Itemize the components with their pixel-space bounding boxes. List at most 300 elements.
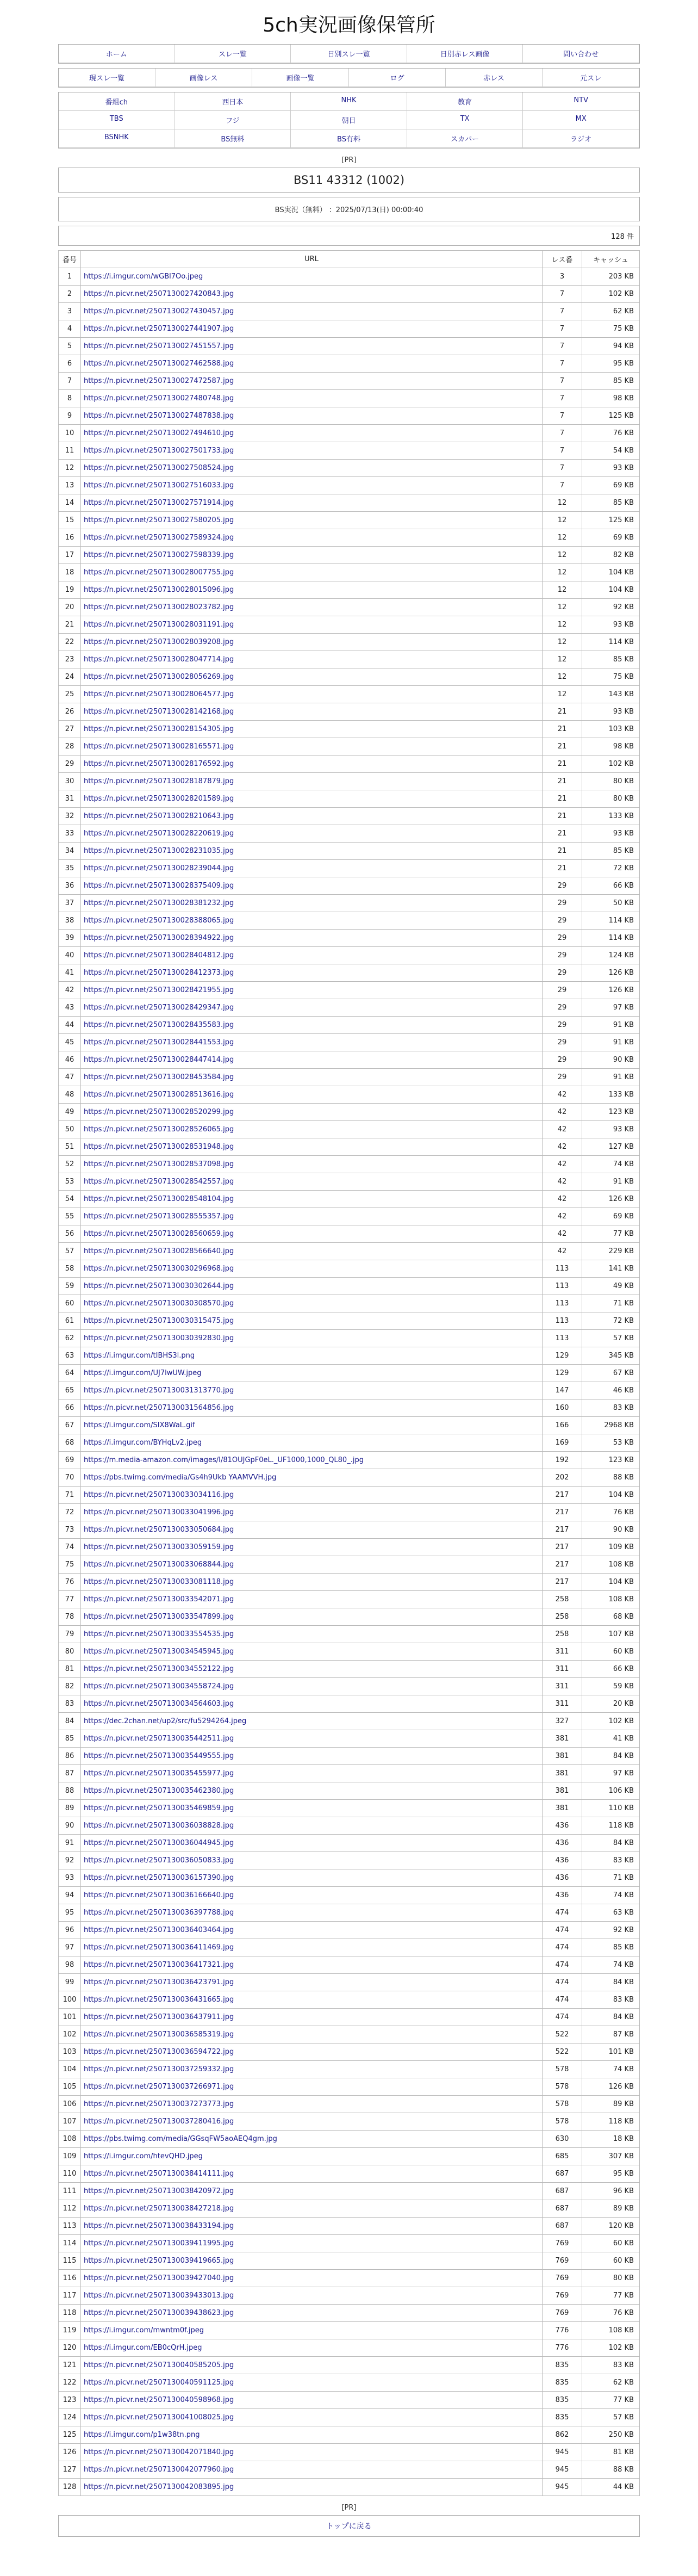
image-url-link[interactable]: https://n.picvr.net/2507130042071840.jpg [84, 2448, 234, 2456]
main-nav-item[interactable]: スレ一覧 [175, 45, 291, 63]
cache-size: 92 KB [582, 1922, 640, 1939]
image-url-link[interactable]: https://n.picvr.net/2507130041008025.jpg [84, 2413, 234, 2422]
image-url-link[interactable]: https://pbs.twimg.com/media/Gs4h9Ukb YAAMVVH.jpg [84, 1473, 277, 1482]
row-number: 42 [59, 982, 81, 999]
image-url-link[interactable]: https://n.picvr.net/2507130031564856.jpg [84, 1404, 234, 1412]
image-url-link[interactable]: https://n.picvr.net/2507130038427218.jpg [84, 2205, 234, 2213]
image-url-link[interactable]: https://n.picvr.net/2507130028142168.jpg [84, 708, 234, 716]
res-number: 436 [543, 1835, 582, 1852]
res-number: 7 [543, 303, 582, 320]
channel-nav-item[interactable]: BSNHK [59, 129, 175, 148]
cache-size: 307 KB [582, 2148, 640, 2165]
image-url-link[interactable]: https://n.picvr.net/2507130040591125.jpg [84, 2379, 234, 2387]
image-url-link[interactable]: https://n.picvr.net/2507130028526065.jpg [84, 1125, 234, 1134]
channel-nav-item[interactable]: 教育 [407, 92, 524, 111]
res-number: 29 [543, 1034, 582, 1051]
image-url-link[interactable]: https://n.picvr.net/2507130027420843.jpg [84, 290, 234, 298]
cache-size: 66 KB [582, 877, 640, 895]
url-cell [81, 564, 543, 581]
channel-nav-item[interactable]: ラジオ [523, 129, 639, 148]
cache-size: 88 KB [582, 1469, 640, 1487]
channel-nav-item[interactable]: TX [407, 111, 524, 129]
cache-size: 106 KB [582, 1782, 640, 1800]
image-url-link[interactable]: https://n.picvr.net/2507130028375409.jpg [84, 882, 234, 890]
image-url-link[interactable]: https://n.picvr.net/2507130028388065.jpg [84, 917, 234, 925]
image-url-link[interactable]: https://n.picvr.net/2507130038433194.jpg [84, 2222, 234, 2230]
image-url-link[interactable]: https://n.picvr.net/2507130034552122.jpg [84, 1665, 234, 1673]
image-url-link[interactable]: https://n.picvr.net/2507130028542557.jpg [84, 1178, 234, 1186]
table-row [59, 1191, 640, 1208]
image-url-link[interactable]: https://n.picvr.net/2507130030315475.jpg [84, 1317, 234, 1325]
channel-nav-item[interactable]: 番組ch [59, 92, 175, 111]
cache-size: 103 KB [582, 721, 640, 738]
image-url-link[interactable]: https://n.picvr.net/2507130037273773.jpg [84, 2100, 234, 2108]
image-url-link[interactable]: https://n.picvr.net/2507130028239044.jpg [84, 864, 234, 872]
back-to-top-link[interactable]: トップに戻る [326, 2522, 372, 2531]
row-number: 37 [59, 895, 81, 912]
image-url-link[interactable]: https://n.picvr.net/2507130028447414.jpg [84, 1056, 234, 1064]
table-row [59, 1887, 640, 1904]
image-url-link[interactable]: https://n.picvr.net/2507130030296968.jpg [84, 1265, 234, 1273]
row-number: 122 [59, 2374, 81, 2392]
res-number: 202 [543, 1469, 582, 1487]
sub-nav-item[interactable]: 画像レス [155, 69, 252, 87]
table-row [59, 1956, 640, 1974]
url-cell [81, 1017, 543, 1034]
channel-nav-item[interactable]: NHK [291, 92, 407, 111]
url-cell [81, 2096, 543, 2113]
res-number: 381 [543, 1765, 582, 1782]
image-url-link[interactable]: https://n.picvr.net/2507130028520299.jpg [84, 1108, 234, 1116]
cache-size: 80 KB [582, 790, 640, 808]
image-url-link[interactable]: https://n.picvr.net/2507130028429347.jpg [84, 1004, 234, 1012]
image-url-link[interactable]: https://n.picvr.net/2507130027598339.jpg [84, 551, 234, 559]
res-number: 7 [543, 477, 582, 494]
sub-nav-item[interactable]: ログ [349, 69, 446, 87]
row-number: 82 [59, 1678, 81, 1695]
row-number: 125 [59, 2426, 81, 2444]
channel-nav-item[interactable]: BS無料 [175, 129, 291, 148]
image-url-link[interactable]: https://n.picvr.net/2507130028453584.jpg [84, 1073, 234, 1081]
cache-size: 133 KB [582, 808, 640, 825]
cache-size: 250 KB [582, 2426, 640, 2444]
image-url-link[interactable]: https://m.media-amazon.com/images/I/81OUJGpF0eL._UF1000,1000_QL80_.jpg [84, 1456, 364, 1464]
image-url-link[interactable]: https://n.picvr.net/2507130036397788.jpg [84, 1909, 234, 1917]
image-url-link[interactable]: https://n.picvr.net/2507130028201589.jpg [84, 795, 234, 803]
image-url-link[interactable]: https://pbs.twimg.com/media/GGsqFW5aoAEQ4gm.jpg [84, 2135, 277, 2143]
res-number: 42 [543, 1243, 582, 1260]
row-number: 51 [59, 1138, 81, 1156]
cache-size: 108 KB [582, 1591, 640, 1608]
row-number: 25 [59, 686, 81, 703]
image-url-link[interactable]: https://n.picvr.net/2507130037259332.jpg [84, 2065, 234, 2073]
channel-nav-item[interactable]: MX [523, 111, 639, 129]
row-number: 116 [59, 2270, 81, 2287]
channel-nav-item[interactable]: スカパー [407, 129, 524, 148]
row-number: 71 [59, 1487, 81, 1504]
image-url-link[interactable]: https://n.picvr.net/2507130035469859.jpg [84, 1804, 234, 1812]
image-url-link[interactable]: https://n.picvr.net/2507130033050684.jpg [84, 1526, 234, 1534]
image-url-link[interactable]: https://n.picvr.net/2507130039427040.jpg [84, 2274, 234, 2282]
image-url-link[interactable]: https://n.picvr.net/2507130028531948.jpg [84, 1143, 234, 1151]
table-row [59, 2148, 640, 2165]
image-url-link[interactable]: https://n.picvr.net/2507130028560659.jpg [84, 1230, 234, 1238]
cache-size: 126 KB [582, 2078, 640, 2096]
table-row [59, 442, 640, 460]
image-url-link[interactable]: https://n.picvr.net/2507130028064577.jpg [84, 690, 234, 698]
url-cell [81, 338, 543, 355]
image-url-link[interactable]: https://n.picvr.net/2507130027516033.jpg [84, 481, 234, 490]
image-url-link[interactable]: https://i.imgur.com/wGBl7Oo.jpeg [84, 273, 203, 281]
image-url-link[interactable]: https://n.picvr.net/2507130028421955.jpg [84, 986, 234, 994]
row-number: 14 [59, 494, 81, 512]
res-number: 311 [543, 1661, 582, 1678]
url-cell [81, 1312, 543, 1330]
thread-datetime: ：2025/07/13(日) 00:00:40 [328, 206, 423, 214]
row-number: 69 [59, 1452, 81, 1469]
table-row [59, 1782, 640, 1800]
res-number: 21 [543, 790, 582, 808]
main-nav-item[interactable]: 日別赤レス画像 [407, 45, 524, 63]
image-url-link[interactable]: https://n.picvr.net/2507130034558724.jpg [84, 1682, 234, 1691]
main-nav-item[interactable]: 日別スレ一覧 [291, 45, 407, 63]
image-url-link[interactable]: https://n.picvr.net/2507130040585205.jpg [84, 2361, 234, 2369]
image-url-link[interactable]: https://n.picvr.net/2507130027571914.jpg [84, 499, 234, 507]
image-url-link[interactable]: https://dec.2chan.net/up2/src/fu5294264.jpeg [84, 1717, 247, 1725]
table-row [59, 1051, 640, 1069]
image-url-link[interactable]: https://n.picvr.net/2507130033547899.jpg [84, 1613, 234, 1621]
channel-nav-item[interactable]: BS有料 [291, 129, 407, 148]
res-number: 12 [543, 599, 582, 616]
row-number: 83 [59, 1695, 81, 1713]
res-number: 436 [543, 1887, 582, 1904]
image-url-link[interactable]: https://n.picvr.net/2507130028555357.jpg [84, 1212, 234, 1221]
row-number: 61 [59, 1312, 81, 1330]
cache-size: 97 KB [582, 999, 640, 1017]
image-url-link[interactable]: https://n.picvr.net/2507130035449555.jpg [84, 1752, 234, 1760]
image-url-link[interactable]: https://n.picvr.net/2507130036585319.jpg [84, 2030, 234, 2039]
url-cell [81, 1574, 543, 1591]
main-nav-item[interactable]: 問い合わせ [523, 45, 639, 63]
image-url-link[interactable]: https://n.picvr.net/2507130039411995.jpg [84, 2239, 234, 2247]
image-url-link[interactable]: https://n.picvr.net/2507130036423791.jpg [84, 1978, 234, 1986]
image-url-link[interactable]: https://n.picvr.net/2507130036411469.jpg [84, 1943, 234, 1952]
image-url-link[interactable]: https://n.picvr.net/2507130033068844.jpg [84, 1561, 234, 1569]
image-url-link[interactable]: https://n.picvr.net/2507130034564603.jpg [84, 1700, 234, 1708]
image-url-link[interactable]: https://n.picvr.net/2507130030392830.jpg [84, 1334, 234, 1342]
image-url-link[interactable]: https://n.picvr.net/2507130028031191.jpg [84, 621, 234, 629]
image-url-link[interactable]: https://n.picvr.net/2507130036417321.jpg [84, 1961, 234, 1969]
table-row [59, 1852, 640, 1869]
image-url-link[interactable]: https://n.picvr.net/2507130034545945.jpg [84, 1648, 234, 1656]
image-url-link[interactable]: https://i.imgur.com/EB0cQrH.jpeg [84, 2344, 202, 2352]
image-url-link[interactable]: https://n.picvr.net/2507130036157390.jpg [84, 1874, 234, 1882]
table-row [59, 634, 640, 651]
image-url-link[interactable]: https://n.picvr.net/2507130033542071.jpg [84, 1595, 234, 1603]
table-row [59, 390, 640, 407]
res-number: 42 [543, 1104, 582, 1121]
url-cell [81, 930, 543, 947]
image-url-link[interactable]: https://n.picvr.net/2507130027451557.jpg [84, 342, 234, 350]
image-url-link[interactable]: https://n.picvr.net/2507130027441907.jpg [84, 325, 234, 333]
res-number: 29 [543, 912, 582, 930]
image-url-link[interactable]: https://n.picvr.net/2507130037280416.jpg [84, 2117, 234, 2126]
url-cell [81, 1817, 543, 1835]
image-url-link[interactable]: https://n.picvr.net/2507130028187879.jpg [84, 777, 234, 785]
back-to-top [58, 2515, 640, 2537]
res-number: 381 [543, 1800, 582, 1817]
image-url-link[interactable]: https://n.picvr.net/2507130027494610.jpg [84, 429, 234, 437]
row-number: 114 [59, 2235, 81, 2252]
url-cell [81, 1260, 543, 1278]
image-url-link[interactable]: https://n.picvr.net/2507130028441553.jpg [84, 1038, 234, 1046]
image-url-link[interactable]: https://n.picvr.net/2507130028023782.jpg [84, 603, 234, 611]
image-url-link[interactable]: https://n.picvr.net/2507130028435583.jpg [84, 1021, 234, 1029]
sub-nav-item[interactable]: 元スレ [543, 69, 639, 87]
site-title: 5ch実況画像保管所 [263, 14, 435, 36]
table-row [59, 2270, 640, 2287]
image-url-link[interactable]: https://n.picvr.net/2507130039438623.jpg [84, 2309, 234, 2317]
image-url-link[interactable]: https://n.picvr.net/2507130036038828.jpg [84, 1822, 234, 1830]
image-url-link[interactable]: https://n.picvr.net/2507130027487838.jpg [84, 412, 234, 420]
image-url-link[interactable]: https://n.picvr.net/2507130027580205.jpg [84, 516, 234, 524]
row-number: 45 [59, 1034, 81, 1051]
res-number: 42 [543, 1173, 582, 1191]
image-url-link[interactable]: https://n.picvr.net/2507130035442511.jpg [84, 1735, 234, 1743]
image-url-link[interactable]: https://n.picvr.net/2507130033081118.jpg [84, 1578, 234, 1586]
url-cell [81, 1086, 543, 1104]
res-number: 21 [543, 825, 582, 843]
image-url-link[interactable]: https://n.picvr.net/2507130027430457.jpg [84, 307, 234, 315]
res-number: 474 [543, 1991, 582, 2009]
url-cell [81, 912, 543, 930]
image-url-link[interactable]: https://n.picvr.net/2507130028537098.jpg [84, 1160, 234, 1168]
url-cell [81, 1121, 543, 1138]
image-url-link[interactable]: https://n.picvr.net/2507130027472587.jpg [84, 377, 234, 385]
table-row [59, 1225, 640, 1243]
row-number: 86 [59, 1748, 81, 1765]
row-number: 50 [59, 1121, 81, 1138]
image-url-link[interactable]: https://n.picvr.net/2507130028007755.jpg [84, 568, 234, 577]
image-url-link[interactable]: https://n.picvr.net/2507130040598968.jpg [84, 2396, 234, 2404]
table-row [59, 808, 640, 825]
res-number: 42 [543, 1191, 582, 1208]
table-row [59, 895, 640, 912]
channel-nav-item[interactable]: TBS [59, 111, 175, 129]
image-url-link[interactable]: https://n.picvr.net/2507130028513616.jpg [84, 1091, 234, 1099]
res-number: 12 [543, 634, 582, 651]
image-url-link[interactable]: https://n.picvr.net/2507130027480748.jpg [84, 394, 234, 403]
res-number: 21 [543, 843, 582, 860]
cache-size: 69 KB [582, 1208, 640, 1225]
image-url-link[interactable]: https://n.picvr.net/2507130028220619.jpg [84, 829, 234, 838]
row-number: 92 [59, 1852, 81, 1869]
row-number: 67 [59, 1417, 81, 1434]
res-number: 945 [543, 2479, 582, 2496]
image-url-link[interactable]: https://n.picvr.net/2507130028231035.jpg [84, 847, 234, 855]
res-number: 29 [543, 982, 582, 999]
res-number: 12 [543, 581, 582, 599]
table-row [59, 1869, 640, 1887]
image-url-link[interactable]: https://n.picvr.net/2507130031313770.jpg [84, 1386, 234, 1395]
url-cell [81, 1452, 543, 1469]
channel-nav-item[interactable]: 西日本 [175, 92, 291, 111]
table-row [59, 1748, 640, 1765]
image-url-link[interactable]: https://n.picvr.net/2507130035462380.jpg [84, 1787, 234, 1795]
cache-size: 74 KB [582, 2061, 640, 2078]
image-url-link[interactable]: https://n.picvr.net/2507130028015096.jpg [84, 586, 234, 594]
cache-size: 68 KB [582, 1608, 640, 1626]
table-row [59, 286, 640, 303]
image-url-link[interactable]: https://n.picvr.net/2507130039433013.jpg [84, 2292, 234, 2300]
image-url-link[interactable]: https://n.picvr.net/2507130028165571.jpg [84, 742, 234, 751]
image-url-link[interactable]: https://n.picvr.net/2507130036594722.jpg [84, 2048, 234, 2056]
image-url-link[interactable]: https://n.picvr.net/2507130036431665.jpg [84, 1996, 234, 2004]
image-url-link[interactable]: https://n.picvr.net/2507130036166640.jpg [84, 1891, 234, 1899]
res-number: 7 [543, 338, 582, 355]
cache-size: 57 KB [582, 1330, 640, 1347]
res-number: 42 [543, 1208, 582, 1225]
res-number: 7 [543, 425, 582, 442]
table-row [59, 425, 640, 442]
table-row [59, 1017, 640, 1034]
row-number: 109 [59, 2148, 81, 2165]
image-url-link[interactable]: https://i.imgur.com/mwntm0f.jpeg [84, 2326, 204, 2334]
image-url-link[interactable]: https://i.imgur.com/tIBHS3l.png [84, 1352, 195, 1360]
image-url-link[interactable]: https://n.picvr.net/2507130036437911.jpg [84, 2013, 234, 2021]
url-cell [81, 1904, 543, 1922]
image-url-link[interactable]: https://n.picvr.net/2507130030308570.jpg [84, 1299, 234, 1308]
url-cell [81, 1069, 543, 1086]
image-url-link[interactable]: https://n.picvr.net/2507130033554535.jpg [84, 1630, 234, 1638]
cache-size: 80 KB [582, 773, 640, 790]
image-url-link[interactable]: https://i.imgur.com/BYHqLv2.jpeg [84, 1439, 202, 1447]
image-url-link[interactable]: https://n.picvr.net/2507130039419665.jpg [84, 2257, 234, 2265]
image-table [58, 250, 640, 2496]
image-url-link[interactable]: https://n.picvr.net/2507130028381232.jpg [84, 899, 234, 907]
row-number: 26 [59, 703, 81, 721]
res-number: 29 [543, 999, 582, 1017]
url-cell [81, 1365, 543, 1382]
res-number: 7 [543, 460, 582, 477]
row-number: 23 [59, 651, 81, 668]
image-url-link[interactable]: https://n.picvr.net/2507130037266971.jpg [84, 2083, 234, 2091]
image-url-link[interactable]: https://n.picvr.net/2507130042077960.jpg [84, 2466, 234, 2474]
row-number: 36 [59, 877, 81, 895]
cache-size: 102 KB [582, 2339, 640, 2357]
row-number: 85 [59, 1730, 81, 1748]
sub-nav-item[interactable]: 画像一覧 [252, 69, 349, 87]
channel-nav-item[interactable]: 朝日 [291, 111, 407, 129]
row-number: 47 [59, 1069, 81, 1086]
row-number: 87 [59, 1765, 81, 1782]
channel-nav-item[interactable]: フジ [175, 111, 291, 129]
image-url-link[interactable]: https://n.picvr.net/2507130036044945.jpg [84, 1839, 234, 1847]
cache-size: 93 KB [582, 825, 640, 843]
res-number: 687 [543, 2218, 582, 2235]
image-url-link[interactable]: https://n.picvr.net/2507130033034116.jpg [84, 1491, 234, 1499]
image-url-link[interactable]: https://n.picvr.net/2507130028154305.jpg [84, 725, 234, 733]
row-number: 121 [59, 2357, 81, 2374]
res-number: 217 [543, 1504, 582, 1521]
res-number: 29 [543, 1069, 582, 1086]
image-url-link[interactable]: https://n.picvr.net/2507130038414111.jpg [84, 2170, 234, 2178]
image-url-link[interactable]: https://n.picvr.net/2507130038420972.jpg [84, 2187, 234, 2195]
url-cell [81, 1521, 543, 1539]
image-url-link[interactable]: https://n.picvr.net/2507130036050833.jpg [84, 1856, 234, 1865]
url-cell [81, 1382, 543, 1400]
table-row [59, 1539, 640, 1556]
image-url-link[interactable]: https://i.imgur.com/p1w38tn.png [84, 2431, 200, 2439]
image-url-link[interactable]: https://n.picvr.net/2507130033041996.jpg [84, 1508, 234, 1516]
row-number: 21 [59, 616, 81, 634]
image-url-link[interactable]: https://n.picvr.net/2507130027462588.jpg [84, 360, 234, 368]
row-number: 127 [59, 2461, 81, 2479]
row-number: 33 [59, 825, 81, 843]
image-url-link[interactable]: https://i.imgur.com/SIX8WaL.gif [84, 1421, 195, 1429]
cache-size: 76 KB [582, 1504, 640, 1521]
cache-size: 75 KB [582, 668, 640, 686]
image-url-link[interactable]: https://n.picvr.net/2507130030302644.jpg [84, 1282, 234, 1290]
image-url-link[interactable]: https://n.picvr.net/2507130028039208.jpg [84, 638, 234, 646]
row-number: 66 [59, 1400, 81, 1417]
cache-size: 89 KB [582, 2096, 640, 2113]
image-url-link[interactable]: https://n.picvr.net/2507130035455977.jpg [84, 1769, 234, 1778]
cache-size: 101 KB [582, 2044, 640, 2061]
cache-size: 133 KB [582, 1086, 640, 1104]
image-url-link[interactable]: https://n.picvr.net/2507130042083895.jpg [84, 2483, 234, 2491]
url-cell [81, 668, 543, 686]
image-url-link[interactable]: https://n.picvr.net/2507130028210643.jpg [84, 812, 234, 820]
image-url-link[interactable]: https://n.picvr.net/2507130028056269.jpg [84, 673, 234, 681]
image-url-link[interactable]: https://n.picvr.net/2507130028404812.jpg [84, 951, 234, 959]
image-url-link[interactable]: https://n.picvr.net/2507130027589324.jpg [84, 534, 234, 542]
image-url-link[interactable]: https://n.picvr.net/2507130028176592.jpg [84, 760, 234, 768]
image-url-link[interactable]: https://n.picvr.net/2507130028566640.jpg [84, 1247, 234, 1255]
row-number: 111 [59, 2183, 81, 2200]
channel-nav-item[interactable]: NTV [523, 92, 639, 111]
row-number: 13 [59, 477, 81, 494]
image-url-link[interactable]: https://n.picvr.net/2507130036403464.jpg [84, 1926, 234, 1934]
image-url-link[interactable]: https://n.picvr.net/2507130028394922.jpg [84, 934, 234, 942]
row-number: 15 [59, 512, 81, 529]
image-url-link[interactable]: https://i.imgur.com/UJ7lwUW.jpeg [84, 1369, 202, 1377]
table-row [59, 1939, 640, 1956]
image-url-link[interactable]: https://n.picvr.net/2507130028412373.jpg [84, 969, 234, 977]
cache-size: 71 KB [582, 1295, 640, 1312]
table-row [59, 2287, 640, 2305]
cache-size: 76 KB [582, 425, 640, 442]
row-number: 44 [59, 1017, 81, 1034]
cache-size: 96 KB [582, 2183, 640, 2200]
image-url-link[interactable]: https://n.picvr.net/2507130033059159.jpg [84, 1543, 234, 1551]
row-number: 101 [59, 2009, 81, 2026]
sub-nav-item[interactable]: 赤レス [446, 69, 543, 87]
url-cell [81, 1225, 543, 1243]
cache-size: 93 KB [582, 616, 640, 634]
image-url-link[interactable]: https://n.picvr.net/2507130027501733.jpg [84, 447, 234, 455]
image-url-link[interactable]: https://n.picvr.net/2507130028047714.jpg [84, 655, 234, 664]
row-number: 110 [59, 2165, 81, 2183]
image-url-link[interactable]: https://n.picvr.net/2507130027508524.jpg [84, 464, 234, 472]
main-nav-item[interactable]: ホーム [59, 45, 175, 63]
image-url-link[interactable]: https://n.picvr.net/2507130028548104.jpg [84, 1195, 234, 1203]
image-url-link[interactable]: https://i.imgur.com/htevQHD.jpeg [84, 2152, 203, 2160]
table-row [59, 860, 640, 877]
sub-nav-item[interactable]: 現スレ一覧 [59, 69, 155, 87]
url-cell [81, 2026, 543, 2044]
cache-size: 81 KB [582, 2444, 640, 2461]
